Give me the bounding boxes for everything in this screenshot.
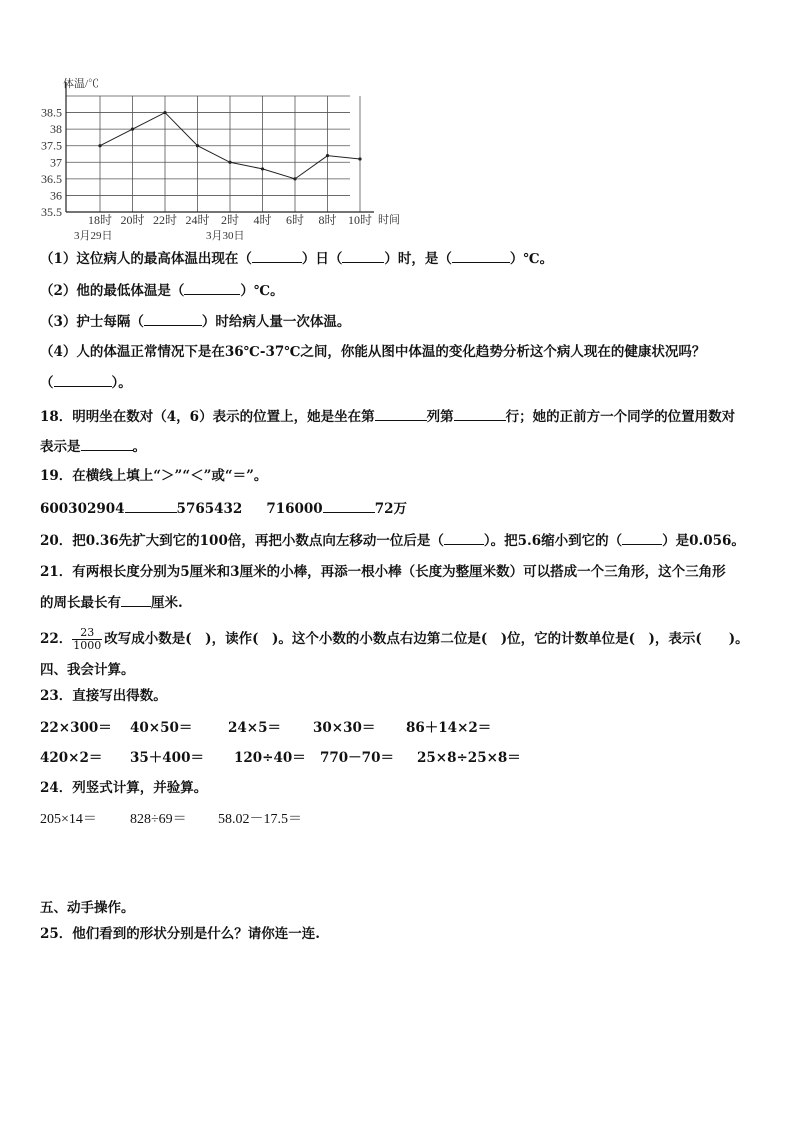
date-label-mar30: 3月30日 [206, 230, 245, 242]
y-tick-label: 35.5 [41, 205, 62, 219]
q23-r1-c2: 40×50＝ [130, 720, 193, 736]
date-label-mar29: 3月29日 [74, 230, 113, 242]
q17-part4-answer: （ ）。 [40, 372, 132, 393]
q23-r1-c5: 86＋14×2＝ [406, 720, 492, 736]
q24-item-1: 205×14＝ [40, 812, 97, 827]
data-point [196, 144, 199, 147]
q17-blank-day[interactable] [252, 248, 302, 263]
data-point [228, 161, 231, 164]
q17-part1: （1）这位病人的最高体温出现在（ ）日（ ）时，是（ ）℃。 [40, 248, 553, 269]
x-tick-label: 22时 [152, 213, 178, 227]
q23-r2-c1: 420×2＝ [40, 750, 103, 766]
q24-title: 24．列竖式计算，并验算。 [40, 780, 208, 796]
q17-part2: （2）他的最低体温是（ ）℃。 [40, 280, 284, 301]
q23-r1-c1: 22×300＝ [40, 720, 112, 736]
q19-comparisons: 600302904 5765432 716000 72万 [40, 498, 407, 519]
q18-blank-row[interactable] [454, 406, 506, 421]
q23-r2-c5: 25×8÷25×8＝ [417, 750, 521, 766]
q17-blank-hour[interactable] [342, 248, 384, 263]
data-point [98, 144, 101, 147]
q24-item-2: 828÷69＝ [130, 812, 187, 827]
data-point [293, 177, 296, 180]
q20: 20．把0.36先扩大到它的100倍，再把小数点向左移动一位后是（ ）。把5.6缩小到它的（ ）是0.056。 [40, 530, 745, 551]
q18-blank-column[interactable] [375, 406, 427, 421]
q17-blank-min-temp[interactable] [184, 280, 240, 295]
q23-r2-c4: 770－70＝ [320, 750, 394, 766]
x-tick-label: 8时 [318, 213, 337, 227]
x-tick-label: 6时 [285, 213, 305, 227]
q24-item-3: 58.02－17.5＝ [218, 812, 302, 827]
x-tick-label: 2时 [220, 213, 240, 227]
y-tick-labels [41, 106, 62, 219]
q19-title: 19．在横线上填上“＞”“＜”或“＝”。 [40, 468, 268, 484]
temperature-line-chart [36, 76, 416, 248]
q18-line2: 表示是 。 [40, 436, 146, 457]
y-tick-label: 36.5 [41, 171, 62, 186]
data-point [261, 167, 264, 170]
q25: 25．他们看到的形状分别是什么？请你连一连. [40, 926, 320, 942]
q21-line2: 的周长最长有 厘米. [40, 592, 183, 613]
q21-line1: 21．有两根长度分别为5厘米和3厘米的小棒，再添一根小棒（长度为整厘米数）可以搭成一个三角形，这个三角形 [40, 564, 726, 580]
q19-blank-1[interactable] [125, 498, 177, 513]
q23-r1-c3: 24×5＝ [228, 720, 281, 736]
y-tick-label: 38 [50, 122, 62, 137]
q20-blank-1[interactable] [444, 530, 484, 545]
x-axis-label: 时间 [378, 214, 400, 226]
q17-part3: （3）护士每隔（ ）时给病人量一次体温。 [40, 311, 350, 332]
q18-blank-pair[interactable] [81, 436, 133, 451]
y-tick-label: 36 [50, 188, 62, 203]
data-point [326, 154, 329, 157]
q22-fraction: $\frac{23}{1000}$ [73, 626, 102, 652]
data-point [131, 128, 134, 131]
y-axis-label: 体温/℃ [63, 78, 100, 90]
x-tick-label: 24时 [185, 213, 210, 227]
y-tick-label: 38.5 [41, 105, 62, 120]
x-tick-label: 10时 [347, 213, 373, 227]
q20-blank-2[interactable] [622, 530, 662, 545]
q17-blank-temp[interactable] [452, 248, 510, 263]
x-tick-label: 4时 [253, 213, 272, 227]
q17-blank-interval[interactable] [144, 311, 202, 326]
q22: 22． $\frac{23}{1000}$ 改写成小数是( )，读作( )。这个小数的小数点右边第二位是( )位，它的计数单位是( )，表示( )。 [40, 626, 749, 652]
x-tick-labels [88, 212, 372, 227]
q17-part4: （4）人的体温正常情况下是在36℃-37℃之间，你能从图中体温的变化趋势分析这个病人现在的健康状况吗？ [40, 344, 706, 360]
y-tick-label: 37 [50, 155, 62, 170]
section-4-heading: 四、我会计算。 [40, 662, 135, 678]
q17-blank-health[interactable] [54, 372, 112, 387]
q23-r2-c2: 35＋400＝ [130, 750, 204, 766]
y-tick-label: 37.5 [41, 138, 62, 153]
q18-line1: 18．明明坐在数对（4，6）表示的位置上，她是坐在第 列第 行；她的正前方一个同学的位置用数对 [40, 406, 735, 427]
q23-title: 23．直接写出得数。 [40, 688, 167, 704]
x-tick-label: 18时 [87, 213, 113, 227]
q21-blank[interactable] [121, 592, 151, 607]
q23-r2-c3: 120÷40＝ [234, 750, 306, 766]
data-point [358, 157, 361, 160]
q23-r1-c4: 30×30＝ [313, 720, 376, 736]
data-point [163, 111, 166, 114]
x-tick-label: 20时 [120, 213, 145, 227]
section-5-heading: 五、动手操作。 [40, 900, 135, 916]
q19-blank-2[interactable] [323, 498, 375, 513]
